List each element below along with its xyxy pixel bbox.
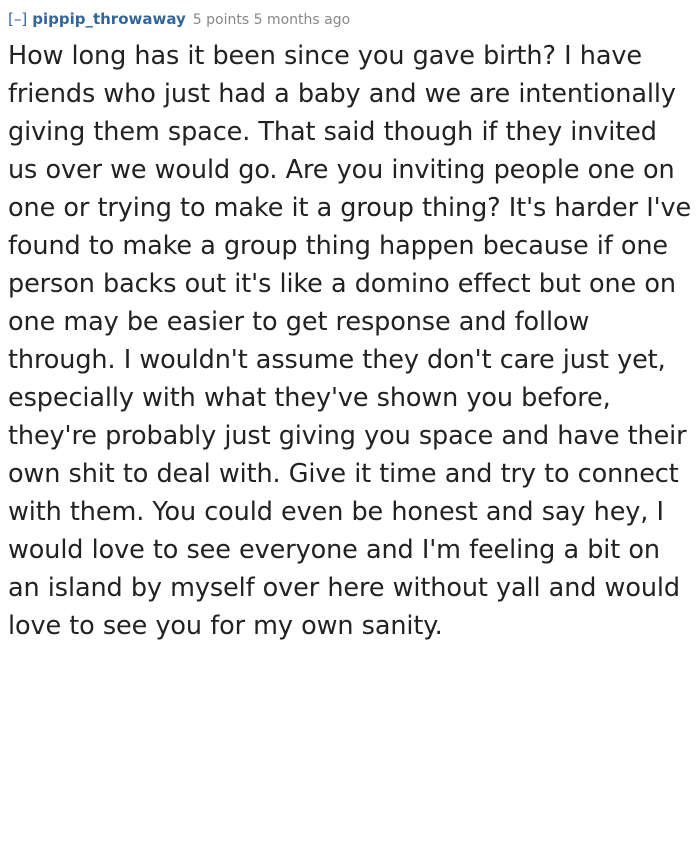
- comment-timestamp: 5 months ago: [253, 12, 351, 28]
- comment-body: [8, 35, 692, 645]
- comment-header: [8, 10, 692, 35]
- comment-author-link[interactable]: pippip_throwaway: [32, 10, 186, 28]
- comment-score: 5 points: [192, 12, 250, 28]
- collapse-thread-toggle[interactable]: [–]: [8, 10, 28, 28]
- comment-body-text: How long has it been since you gave birth? I have friends who just had a baby and we are intentionally giving them space. That said though if they invited us over we would go. Are you inviting people one on one or trying to make it a group thing? It's harder I've found to make a group thing happen because if one person backs out it's like a domino effect but one on one may be easier to get response and follow through. I wouldn't assume they don't care just yet, especially with what they've shown you before, they're probably just giving you space and have their own shit to deal with. Give it time and try to connect with them. You could even be honest and say hey, I would love to see everyone and I'm feeling a bit on an island by myself over here without yall and would love to see you for my own sanity.: [8, 41, 692, 641]
